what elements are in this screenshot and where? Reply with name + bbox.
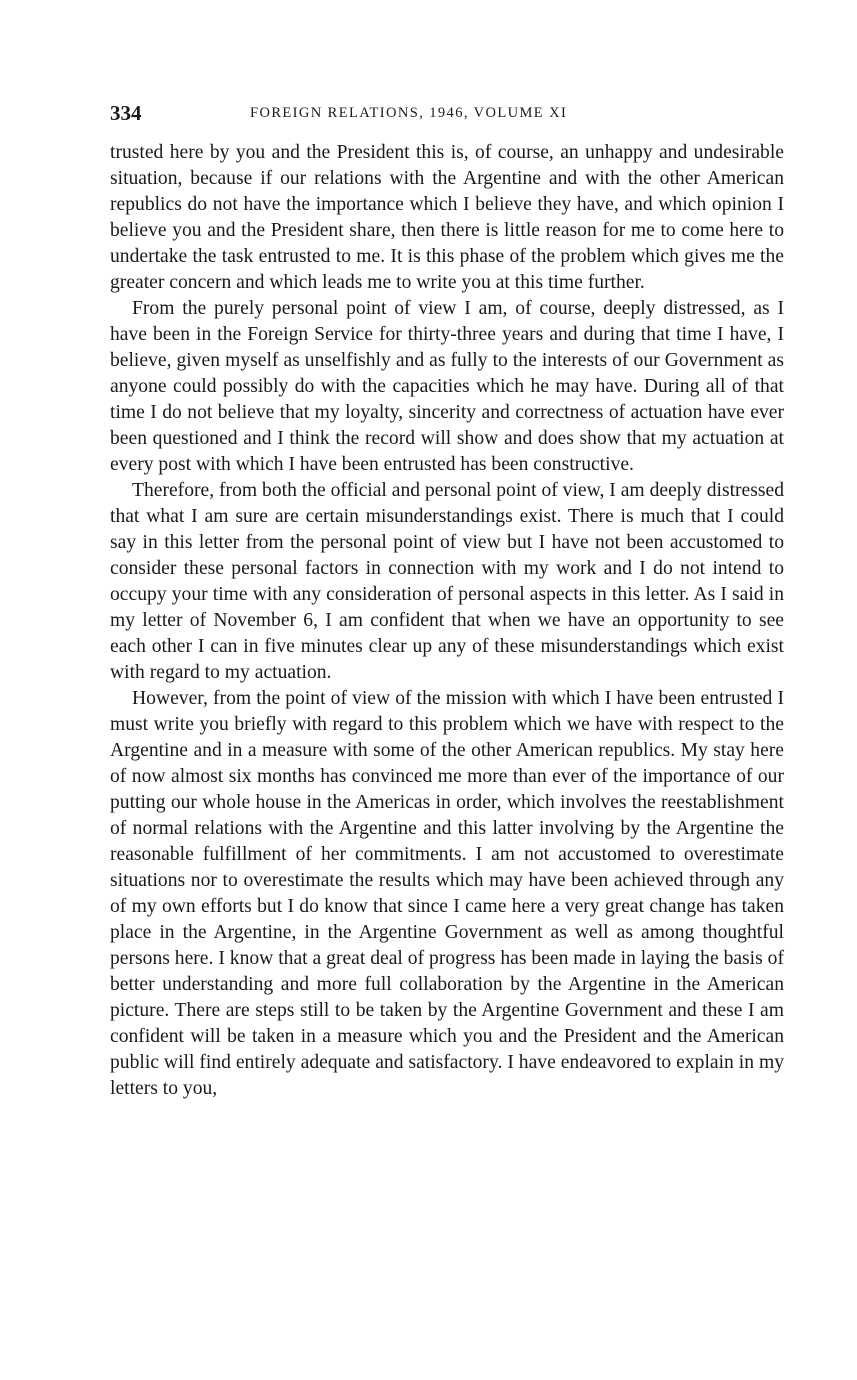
page-number: 334: [110, 101, 142, 125]
paragraph-personal-view: From the purely personal point of view I am, of course, deeply distressed, as I have been in the Foreign Service for thirty-three years and during that time I have, I believe, given myself as unselfishly and as fully to the interests of our Government as anyone could possibly do with the capacities which he may have. During all of that time I do not believe that my loyalty, sincerity and correctness of actuation have ever been questioned and I think the record will show and does show that my actuation at every post with which I have been entrusted has been constructive.: [110, 298, 784, 475]
paragraph-mission: However, from the point of view of the mission with which I have been entrusted I must write you briefly with regard to this problem which we have with respect to the Argentine and in a measure with some of the other American republics. My stay here of now almost six months has convinced me more than ever of the importance of our putting our whole house in the Americas in order, which involves the reestablishment of normal relations with the Argentine and this latter involving by the Argentine the reasonable fulfillment of her commitments. I am not accustomed to overestimate situations nor to overestimate the results which may have been achieved through any of my own efforts but I do know that since I came here a very great change has taken place in the Argentine, in the Argentine Government as well as among thoughtful persons here. I know that a great deal of progress has been made in laying the basis of better understanding and more full collaboration by the Argentine in the American picture. There are steps still to be taken by the Argentine Government and these I am confident will be taken in a measure which you and the President and the American public will find entirely adequate and satisfactory. I have endeavored to explain in my letters to you,: [110, 688, 784, 1099]
paragraph-misunderstandings: Therefore, from both the official and personal point of view, I am deeply distressed that what I am sure are certain misunderstandings exist. There is much that I could say in this letter from the personal point of view but I have not been accustomed to consider these personal factors in connection with my work and I do not intend to occupy your time with any consideration of personal aspects in this letter. As I said in my letter of November 6, I am confident that when we have an opportunity to see each other I can in five minutes clear up any of these misunderstandings which exist with regard to my actuation.: [110, 480, 784, 683]
paragraph-continued: trusted here by you and the President this is, of course, an unhappy and undesirable situation, because if our relations with the Argentine and with the other American republics do not have the importance which I believe they have, and which opinion I believe you and the President share, then there is little reason for me to come here to undertake the task entrusted to me. It is this phase of the problem which gives me the greater concern and which leads me to write you at this time further.: [110, 142, 784, 293]
document-page: [110, 98, 784, 1102]
running-title: FOREIGN RELATIONS, 1946, VOLUME XI: [250, 105, 568, 121]
body-text: [110, 140, 784, 1102]
running-header: [110, 98, 784, 128]
